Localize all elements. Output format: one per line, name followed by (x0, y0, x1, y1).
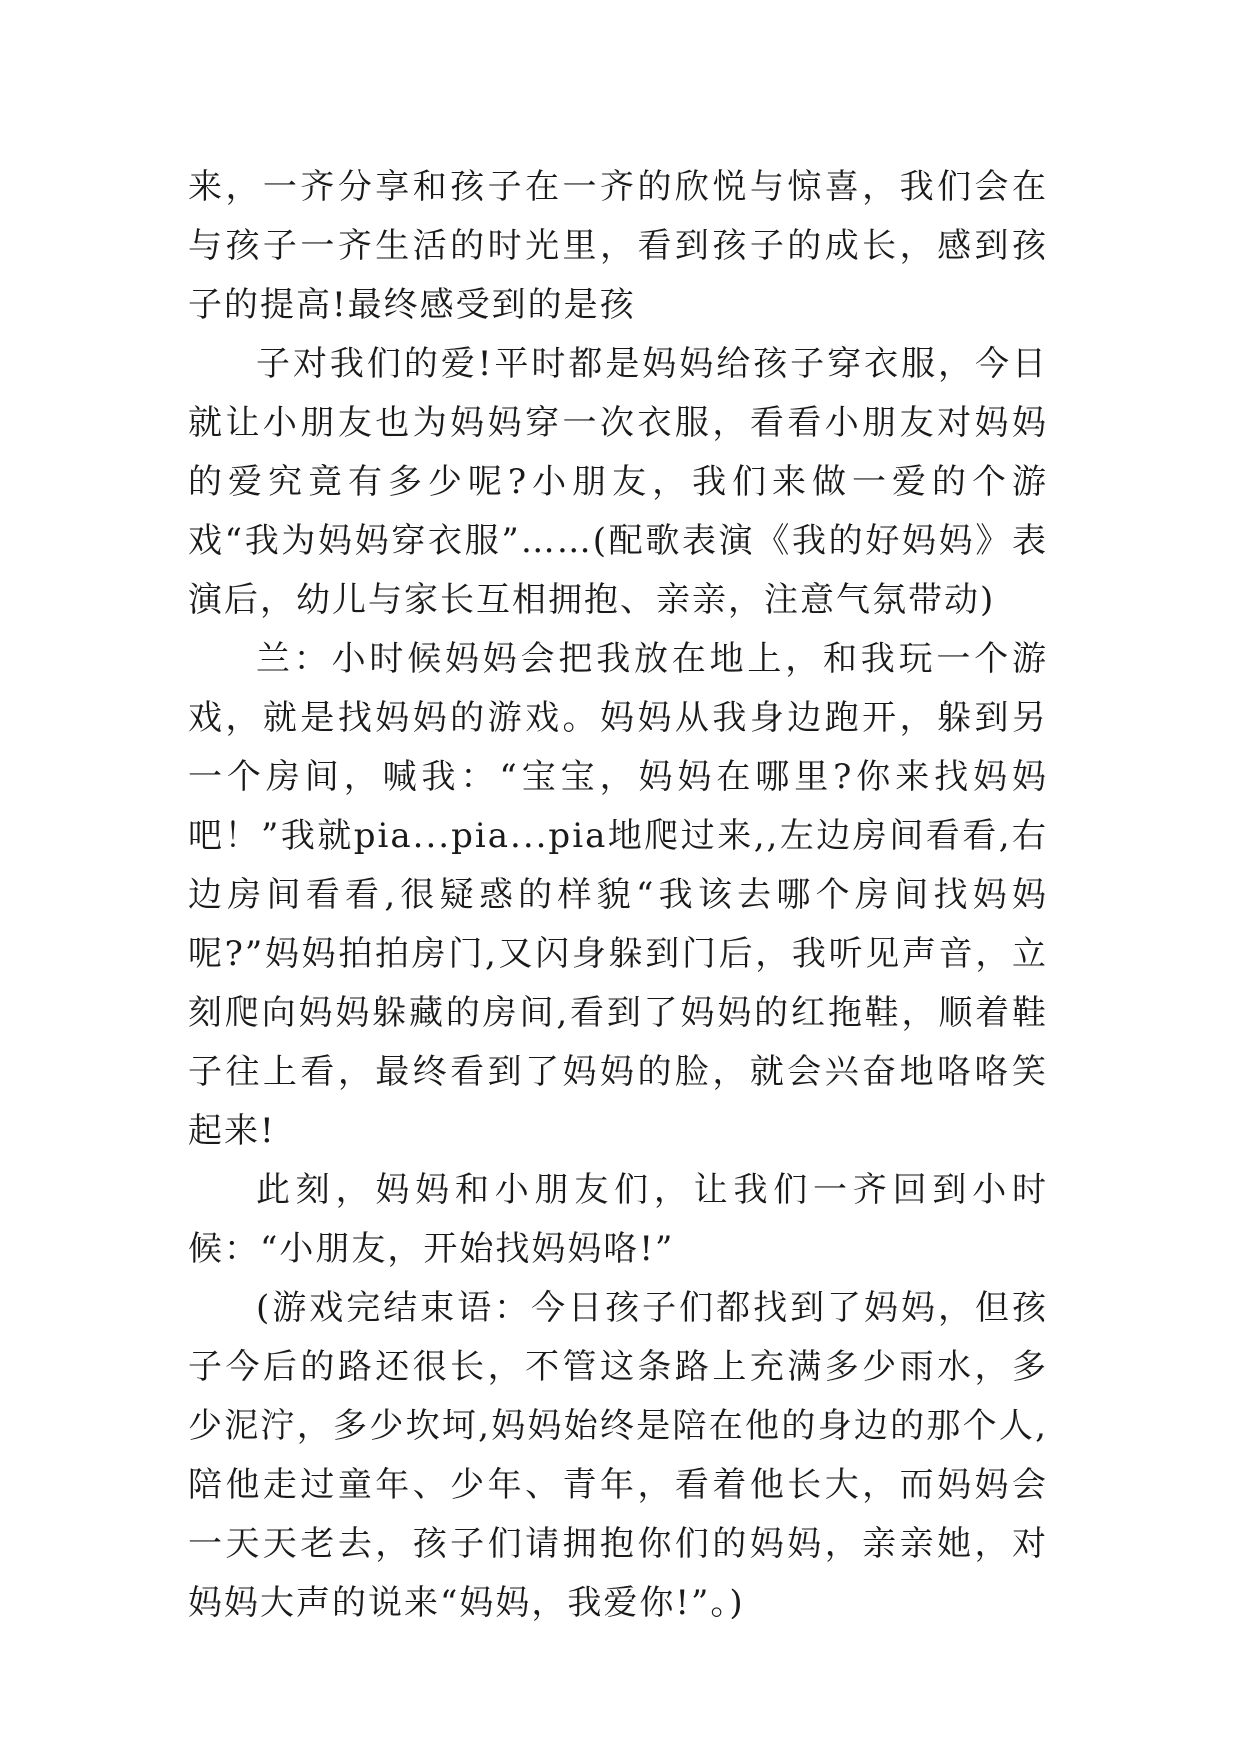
paragraph-start-game: 此刻，妈妈和小朋友们，让我们一齐回到小时候：“小朋友，开始找妈妈咯!” (188, 1170, 1048, 1269)
paragraph-closing-remarks: (游戏完结束语：今日孩子们都找到了妈妈，但孩子今后的路还很长，不管这条路上充满多少雨水，多少泥泞，多少坎坷,妈妈始终是陪在他的身边的那个人,陪他走过童年、少年、青年，看着他长大，而妈妈会一天天老去，孩子们请拥抱你们的妈妈，亲亲她，对妈妈大声的说来“妈妈，我爱你!”。) (188, 1288, 1048, 1623)
document-body (188, 158, 1048, 1633)
paragraph-find-mom-story: 兰：小时候妈妈会把我放在地上，和我玩一个游戏，就是找妈妈的游戏。妈妈从我身边跑开，躲到另一个房间，喊我：“宝宝，妈妈在哪里?你来找妈妈吧！”我就pia...pia...pia地爬过来,,左边房间看看,右边房间看看,很疑惑的样貌“我该去哪个房间找妈妈呢?”妈妈拍拍房门,又闪身躲到门后，我听见声音，立刻爬向妈妈躲藏的房间,看到了妈妈的红拖鞋，顺着鞋子往上看，最终看到了妈妈的脸，就会兴奋地咯咯笑起来! (188, 639, 1048, 1151)
paragraph-dress-mom-game: 子对我们的爱!平时都是妈妈给孩子穿衣服，今日就让小朋友也为妈妈穿一次衣服，看看小朋友对妈妈的爱究竟有多少呢?小朋友，我们来做一爱的个游戏“我为妈妈穿衣服”……(配歌表演《我的好妈妈》表演后，幼儿与家长互相拥抱、亲亲，注意气氛带动) (188, 344, 1048, 620)
paragraph-continuation: 来，一齐分享和孩子在一齐的欣悦与惊喜，我们会在与孩子一齐生活的时光里，看到孩子的成长，感到孩子的提高!最终感受到的是孩 (188, 167, 1048, 325)
